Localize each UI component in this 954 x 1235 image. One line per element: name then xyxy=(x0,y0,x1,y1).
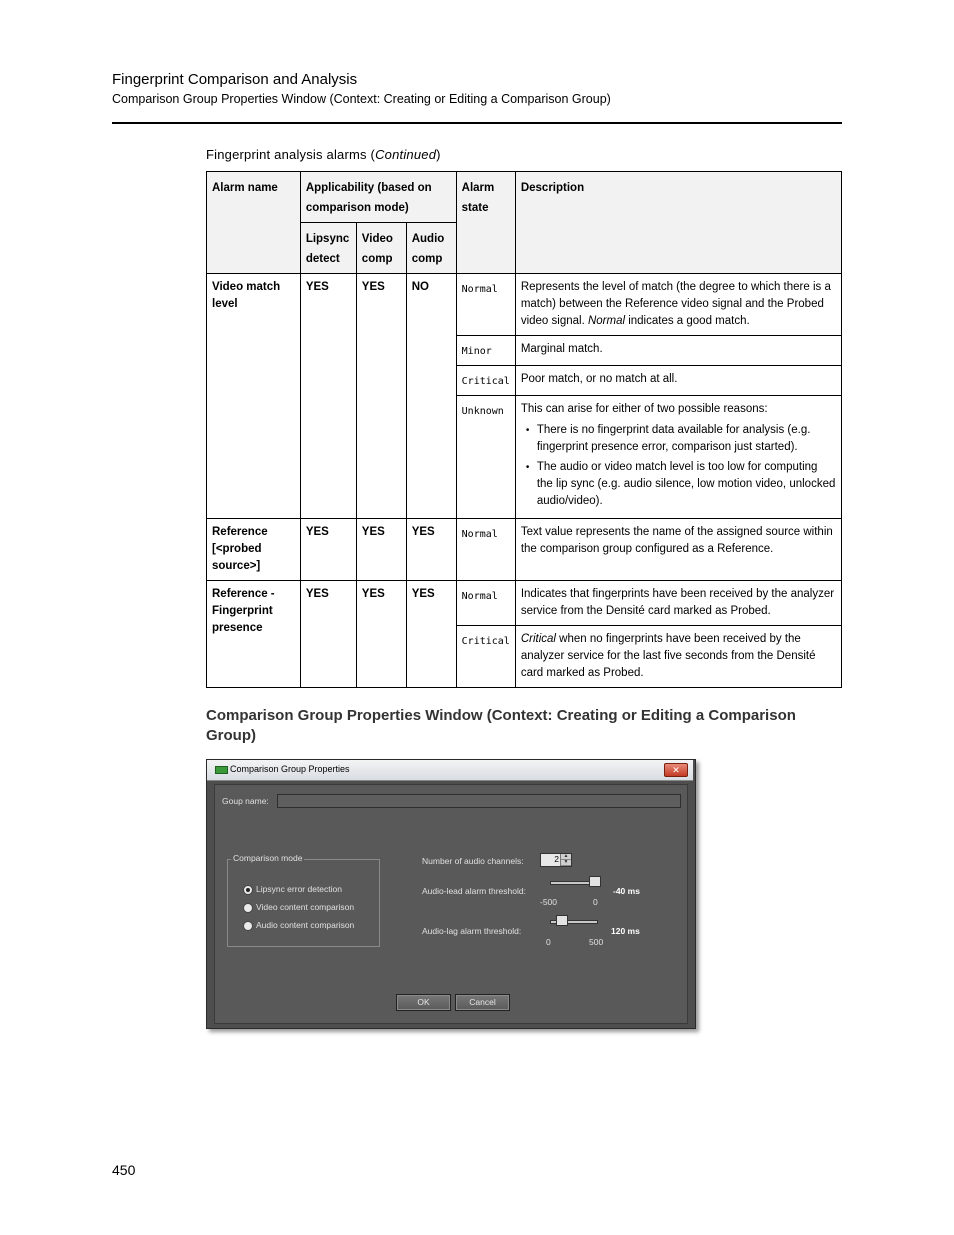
audio-cell: NO xyxy=(406,274,456,519)
ok-button[interactable]: OK xyxy=(396,994,451,1011)
alarms-table xyxy=(206,171,842,688)
comparison-mode-legend: Comparison mode xyxy=(233,853,303,863)
list-item: • There is no fingerprint data available for analysis (e.g. fingerprint presence error, comparison just started). xyxy=(537,422,836,456)
audio-comparison-radio-label[interactable]: Audio content comparison xyxy=(256,920,355,930)
description-cell: Indicates that fingerprints have been received by the analyzer service from the Densité card marked as Probed. xyxy=(515,581,841,626)
dialog-body xyxy=(214,784,688,1024)
state-cell: Critical xyxy=(456,626,515,688)
comparison-mode-group xyxy=(227,853,380,947)
audio-lead-value: -40 ms xyxy=(613,886,640,896)
audio-lag-slider-handle[interactable] xyxy=(556,915,568,926)
header-alarm-name: Alarm name xyxy=(207,172,301,274)
stepper-arrows[interactable] xyxy=(560,854,571,866)
header-audio: Audio comp xyxy=(406,223,456,274)
state-cell: Critical xyxy=(456,366,515,396)
audio-channels-stepper[interactable] xyxy=(540,853,572,867)
header-lipsync: Lipsync detect xyxy=(300,223,356,274)
chevron-down-icon[interactable]: ▼ xyxy=(561,860,571,866)
page-number: 450 xyxy=(112,1162,136,1178)
header-applicability: Applicability (based on comparison mode) xyxy=(300,172,456,223)
lipsync-radio-label[interactable]: Lipsync error detection xyxy=(256,884,342,894)
audio-lead-slider-handle[interactable] xyxy=(589,876,601,887)
audio-lag-label: Audio-lag alarm threshold: xyxy=(422,926,522,936)
table-row xyxy=(207,274,842,336)
description-cell: Marginal match. xyxy=(515,336,841,366)
video-comparison-radio[interactable] xyxy=(243,903,253,913)
comparison-group-properties-dialog xyxy=(206,759,696,1029)
state-cell: Unknown xyxy=(456,396,515,519)
video-comparison-radio-label[interactable]: Video content comparison xyxy=(256,902,355,912)
state-cell: Normal xyxy=(456,274,515,336)
lipsync-radio[interactable] xyxy=(243,885,253,895)
section-title: Comparison Group Properties Window (Context: Creating or Editing a Comparison Group) xyxy=(206,707,796,744)
description-cell: Text value represents the name of the assigned source within the comparison group configured as a Reference. xyxy=(515,519,841,581)
table-row xyxy=(207,519,842,581)
audio-comparison-radio[interactable] xyxy=(243,921,253,931)
header-alarm-state: Alarm state xyxy=(456,172,515,274)
header-rule xyxy=(112,122,842,124)
group-name-input[interactable] xyxy=(277,794,681,808)
audio-cell: YES xyxy=(406,581,456,688)
video-cell: YES xyxy=(356,274,406,519)
alarm-name-cell: Reference - Fingerprint presence xyxy=(207,581,301,688)
lipsync-cell: YES xyxy=(300,274,356,519)
audio-lead-label: Audio-lead alarm threshold: xyxy=(422,886,526,896)
header-description: Description xyxy=(515,172,841,274)
audio-lead-max: 0 xyxy=(593,897,598,907)
dialog-title-bar[interactable] xyxy=(207,760,693,781)
state-cell: Normal xyxy=(456,581,515,626)
description-cell: Critical when no fingerprints have been received by the analyzer service for the last five seconds from the Densité card marked as Probed. xyxy=(515,626,841,688)
table-row xyxy=(207,581,842,626)
list-item: • The audio or video match level is too low for computing the lip sync (e.g. audio silence, low motion video, unlocked audio/video). xyxy=(537,459,836,510)
dialog-title: Comparison Group Properties xyxy=(230,764,350,774)
state-cell: Normal xyxy=(456,519,515,581)
cancel-button[interactable]: Cancel xyxy=(455,994,510,1011)
close-icon[interactable]: ✕ xyxy=(664,763,688,777)
audio-lead-min: -500 xyxy=(540,897,558,907)
alarm-name-cell: Video match level xyxy=(207,274,301,519)
video-cell: YES xyxy=(356,519,406,581)
description-cell: This can arise for either of two possible reasons: • There is no fingerprint data available for analysis (e.g. fingerprint presence error, comparison just started). • The audio or video match level is too low for computing the lip sync (e.g. audio silence, low motion video, unlocked audio/video). xyxy=(515,396,841,519)
audio-cell: YES xyxy=(406,519,456,581)
running-header-section: Comparison Group Properties Window (Context: Creating or Editing a Comparison Group) xyxy=(112,92,611,106)
audio-channels-label: Number of audio channels: xyxy=(422,856,524,866)
app-icon xyxy=(215,766,228,774)
chevron-up-icon[interactable]: ▲ xyxy=(561,854,571,860)
running-header-chapter: Fingerprint Comparison and Analysis xyxy=(112,71,358,88)
audio-lag-min: 0 xyxy=(546,937,551,947)
state-cell: Minor xyxy=(456,336,515,366)
description-cell: Represents the level of match (the degree to which there is a match) between the Reference video signal and the Probed video signal. Normal indicates a good match. xyxy=(515,274,841,336)
alarm-name-cell: Reference [<probed source>] xyxy=(207,519,301,581)
lipsync-cell: YES xyxy=(300,581,356,688)
group-name-label: Goup name: xyxy=(222,796,269,806)
audio-channels-value: 2 xyxy=(554,854,559,864)
header-video: Video comp xyxy=(356,223,406,274)
lipsync-cell: YES xyxy=(300,519,356,581)
description-cell: Poor match, or no match at all. xyxy=(515,366,841,396)
table-caption: Fingerprint analysis alarms (Continued) xyxy=(206,147,441,162)
audio-lag-value: 120 ms xyxy=(611,926,640,936)
video-cell: YES xyxy=(356,581,406,688)
audio-lag-max: 500 xyxy=(589,937,604,947)
